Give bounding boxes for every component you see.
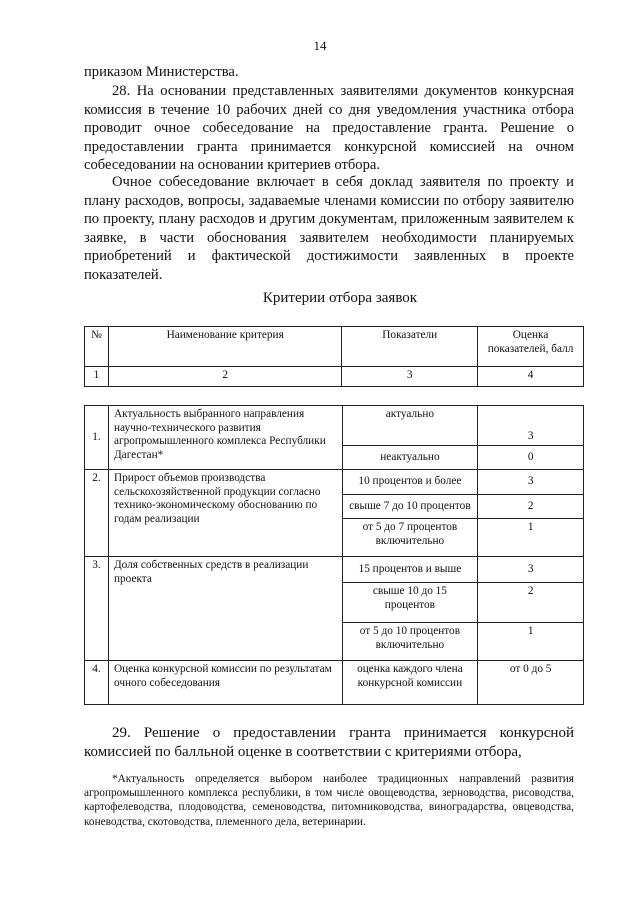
- indicator: свыше 10 до 15 процентов: [342, 583, 478, 623]
- criteria-header-table: [84, 326, 584, 387]
- criterion-number: 3.: [85, 557, 109, 661]
- header-indicators: Показатели: [342, 327, 478, 367]
- header-index-2: 2: [108, 367, 341, 387]
- page-number: 14: [313, 38, 327, 53]
- indicator: от 5 до 7 процентов включительно: [342, 519, 478, 557]
- criterion-number: 1.: [85, 406, 109, 470]
- table-caption: Критерии отбора заявок: [262, 290, 418, 306]
- criterion-number: 4.: [85, 661, 109, 705]
- table-row: [85, 557, 584, 583]
- header-criterion-name: Наименование критерия: [108, 327, 341, 367]
- criteria-table: [84, 405, 584, 705]
- header-score: Оценка показателей, балл: [478, 327, 584, 367]
- indicator: от 5 до 10 процентов включительно: [342, 623, 478, 661]
- indicator: актуально: [342, 406, 478, 446]
- indicator: свыше 7 до 10 процентов: [342, 495, 478, 519]
- score: 2: [478, 495, 584, 519]
- score: от 0 до 5: [478, 661, 584, 705]
- table-row: [85, 661, 584, 705]
- score: 0: [478, 446, 584, 470]
- indicator: 10 процентов и более: [342, 470, 478, 495]
- indicator: 15 процентов и выше: [342, 557, 478, 583]
- paragraph-28: 28. На основании представленных заявителями документов конкурсная комиссия в течение 10 рабочих дней со дня уведомления участника отбора проводит очное собеседование на предоставление гранта. Решение о предоставлении гранта принимается конкурсной комиссией на очном собеседовании на основании критериев отбора.: [84, 83, 574, 173]
- header-index-1: 1: [85, 367, 109, 387]
- indicator: оценка каждого члена конкурсной комиссии: [342, 661, 478, 705]
- score: 3: [478, 406, 584, 446]
- header-index-4: 4: [478, 367, 584, 387]
- table-row: [85, 406, 584, 446]
- table-row: [85, 470, 584, 495]
- header-index-3: 3: [342, 367, 478, 387]
- score: 3: [478, 470, 584, 495]
- footnote: *Актуальность определяется выбором наиболее традиционных направлений развития агропромышленного комплекса республики, в том числе овощеводства, зерноводства, рисоводства, картофелеводства, плодоводства, семеноводства, питомниководства, виноградарства, овцеводства, коневодства, скотоводства, племенного дела, ветеринарии.: [84, 773, 574, 828]
- paragraph-29: 29. Решение о предоставлении гранта принимается конкурсной комиссией по балльной оценке в соответствии с критериями отбора,: [84, 725, 574, 760]
- criterion-name: Актуальность выбранного направления научно-технического развития агропромышленного комплекса Республики Дагестан*: [108, 406, 342, 470]
- criterion-name: Прирост объемов производства сельскохозяйственной продукции согласно технико-экономическому обоснованию по годам реализации: [108, 470, 342, 557]
- header-number: №: [85, 327, 109, 367]
- score: 2: [478, 583, 584, 623]
- criterion-number: 2.: [85, 470, 109, 557]
- score: 3: [478, 557, 584, 583]
- criterion-name: Доля собственных средств в реализации проекта: [108, 557, 342, 661]
- score: 1: [478, 519, 584, 557]
- criterion-name: Оценка конкурсной комиссии по результатам очного собеседования: [108, 661, 342, 705]
- score: 1: [478, 623, 584, 661]
- paragraph-interview: Очное собеседование включает в себя доклад заявителя по проекту и плану расходов, вопросы, задаваемые членами комиссии по отбору заявителю по проекту, плану расходов и другим документам, приложенным заявителем к заявке, в части обоснования заявителем необходимости планируемых приобретений и фактической достижимости заявленных в проекте показателей.: [84, 174, 574, 283]
- indicator: неактуально: [342, 446, 478, 470]
- paragraph-continuation: приказом Министерства.: [84, 64, 239, 80]
